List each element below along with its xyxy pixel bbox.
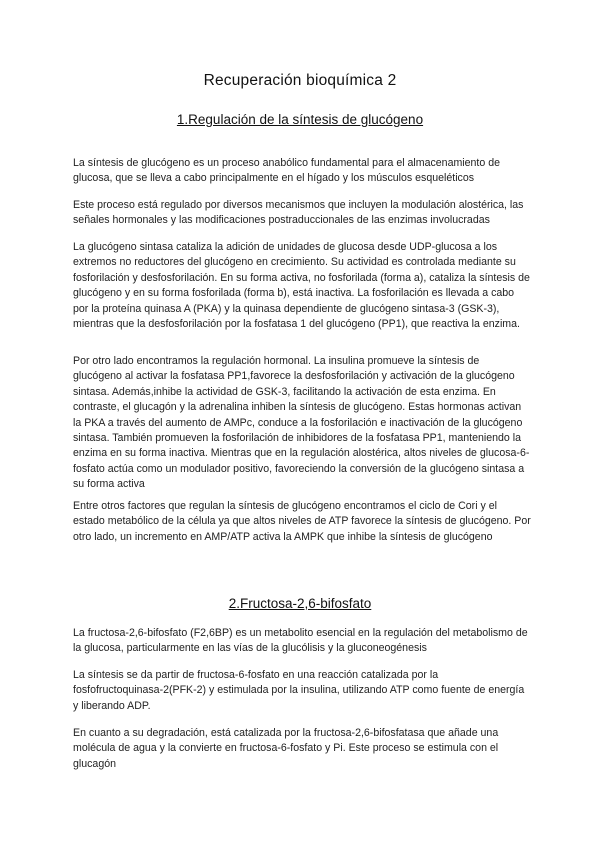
paragraph: Este proceso está regulado por diversos mecanismos que incluyen la modulación alostérica, las señales hormonales y las modificaciones postraduccionales de las enzimas involucradas xyxy=(73,199,524,227)
paragraph: Por otro lado encontramos la regulación hormonal. La insulina promueve la síntesis de glucógeno al activar la fosfatasa PP1,favorece la desfosforilación y activación de la glucógeno sintasa. Además,inhibe la actividad de GSK-3, facilitando la activación de esta enzima. En contraste, el glucagón y la adrenalina inhiben la síntesis de glucógeno. Estas hormonas activan la PKA a través del aumento de AMPc, conduce a la fosforilación e inactivación de la glucógeno sintasa. También promueven la fosforilación de inhibidores de la fosfatasa PP1, manteniendo la enzima en su forma inactiva. Mientras que en la regulación alostérica, altos niveles de glucosa-6-fosfato actúa como un modulador positivo, favoreciendo la conversión de la glucógeno sintasa a su forma activa xyxy=(73,355,530,491)
paragraph: La síntesis se da partir de fructosa-6-fosfato en una reacción catalizada por la fosfofructoquinasa-2(PFK-2) y estimulada por la insulina, utilizando ATP como fuente de energía y liberando ADP. xyxy=(73,669,525,712)
section-heading-fructose-bisphosphate: 2.Fructosa-2,6-bifosfato xyxy=(228,596,372,611)
paragraph: La fructosa-2,6-bifosfato (F2,6BP) es un metabolito esencial en la regulación del metabolismo de la glucosa, particularmente en las vías de la glucólisis y la gluconeogénesis xyxy=(73,627,528,655)
paragraph: La síntesis de glucógeno es un proceso anabólico fundamental para el almacenamiento de glucosa, que se lleva a cabo principalmente en el hígado y los músculos esqueléticos xyxy=(73,157,500,185)
paragraph: La glucógeno sintasa cataliza la adición de unidades de glucosa desde UDP-glucosa a los extremos no reductores del glucógeno en crecimiento. Su actividad es controlada mediante su fosforilación y desfosforilación. En su forma activa, no fosforilada (forma a), cataliza la síntesis de glucógeno y en su forma fosforilada (forma b), está inactiva. La fosforilación es llevada a cabo por la proteína quinasa A (PKA) y la quinasa dependiente de glucógeno sintasa-3 (GSK-3), mientras que la desfosforilación por la fosfatasa 1 del glucógeno (PP1), que reactiva la enzima. xyxy=(73,241,530,331)
paragraph: Entre otros factores que regulan la síntesis de glucógeno encontramos el ciclo de Cori y el estado metabólico de la célula ya que altos niveles de ATP favorece la síntesis de glucógeno. Por otro lado, un incremento en AMP/ATP activa la AMPK que inhibe la síntesis de glucógeno xyxy=(73,500,531,543)
document-title: Recuperación bioquímica 2 xyxy=(203,72,397,89)
section-heading-glycogen-synthesis: 1.Regulación de la síntesis de glucógeno xyxy=(176,112,424,127)
paragraph: En cuanto a su degradación, está catalizada por la fructosa-2,6-bifosfatasa que añade una molécula de agua y la convierte en fructosa-6-fosfato y Pi. Este proceso se estimula con el glucagón xyxy=(73,727,499,770)
